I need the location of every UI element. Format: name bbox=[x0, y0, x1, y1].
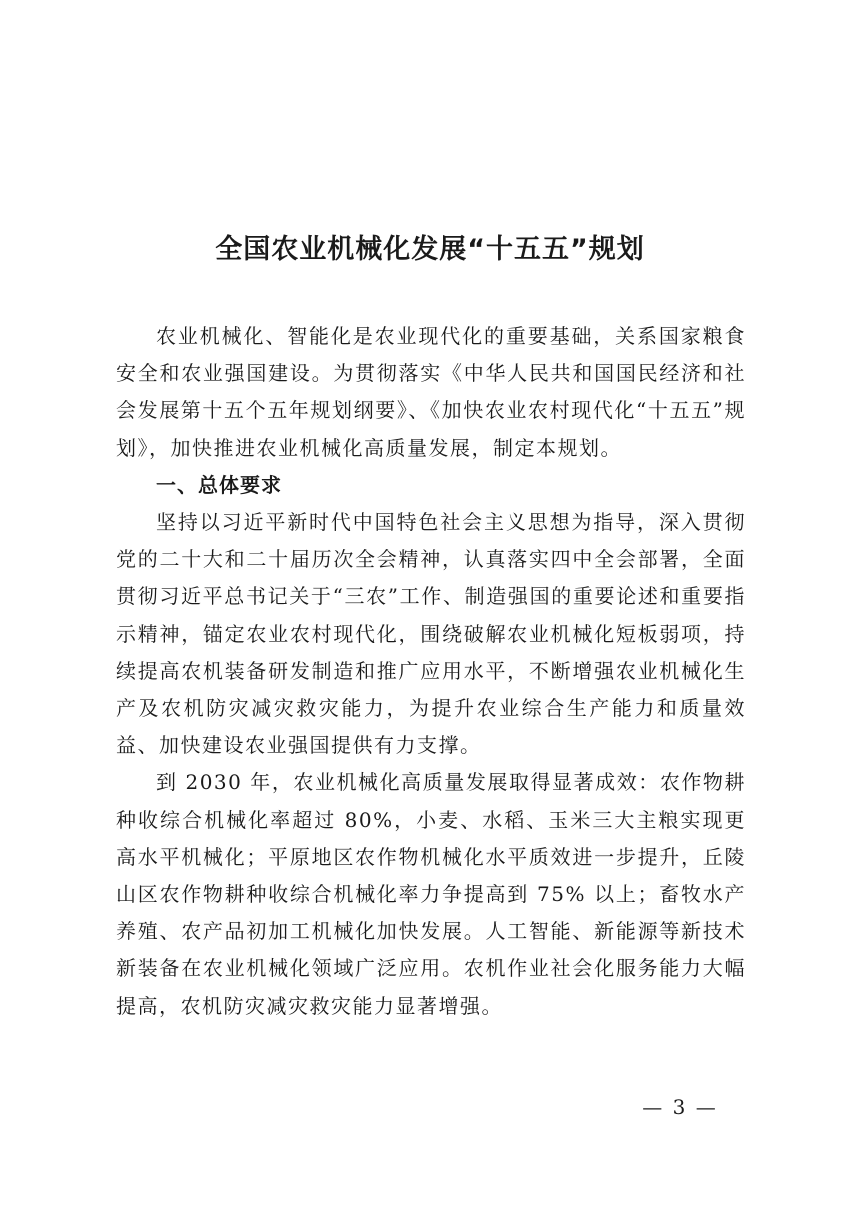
document-title: 全国农业机械化发展“十五五”规划 bbox=[215, 234, 645, 265]
section-heading-general-requirements: 一、总体要求 bbox=[156, 472, 282, 497]
guiding-principles-paragraph: 坚持以习近平新时代中国特色社会主义思想为指导，深入贯彻党的二十大和二十届历次全会精神，认真落实四中全会部署，全面贯彻习近平总书记关于“三农”工作、制造强国的重要论述和重要指示精神，锚定农业农村现代化，围绕破解农业机械化短板弱项，持续提高农机装备研发制造和推广应用水平，不断增强农业机械化生产及农机防灾减灾救灾能力，为提升农业综合生产能力和质量效益、加快建设农业强国提供有力支撑。 bbox=[116, 510, 746, 758]
targets-2030-paragraph: 到 2030 年，农业机械化高质量发展取得显著成效：农作物耕种收综合机械化率超过 80%，小麦、水稻、玉米三大主粮实现更高水平机械化；平原地区农作物机械化水平质效进一步提升，丘陵山区农作物耕种收综合机械化率力争提高到 75% 以上；畜牧水产养殖、农产品初加工机械化加快发展。人工智能、新能源等新技术新装备在农业机械化领域广泛应用。农机作业社会化服务能力大幅提高，农机防灾减灾救灾能力显著增强。 bbox=[116, 770, 746, 1018]
document-body bbox=[116, 318, 746, 1025]
intro-paragraph: 农业机械化、智能化是农业现代化的重要基础，关系国家粮食安全和农业强国建设。为贯彻落实《中华人民共和国国民经济和社会发展第十五个五年规划纲要》、《加快农业农村现代化“十五五”规划》，加快推进农业机械化高质量发展，制定本规划。 bbox=[116, 324, 746, 460]
page-number: — 3 — bbox=[642, 1095, 718, 1119]
